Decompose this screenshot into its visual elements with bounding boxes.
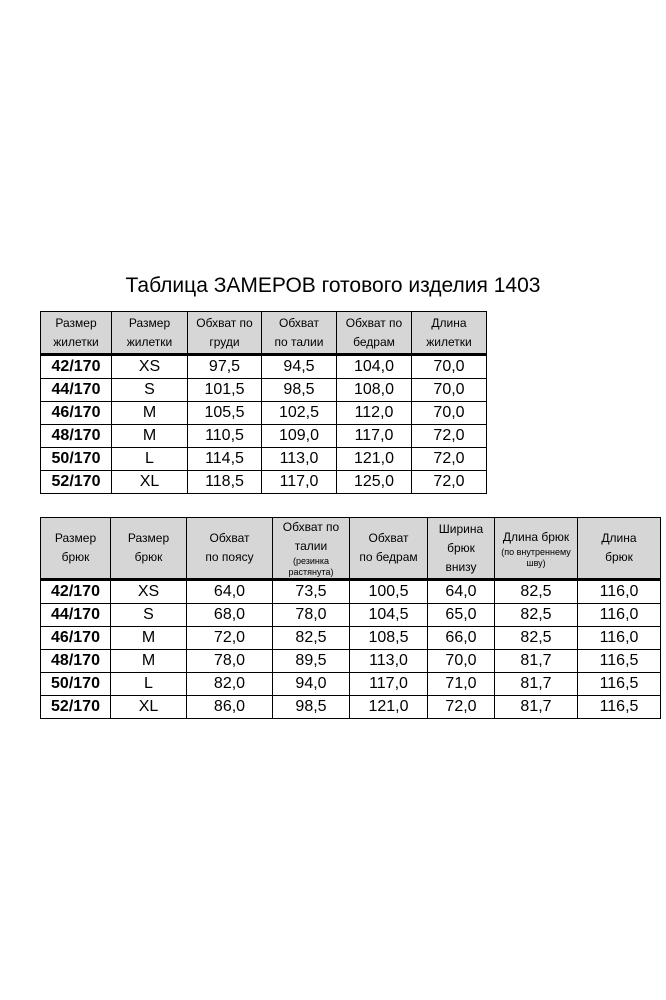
table-cell: 116,5 — [578, 650, 661, 673]
header-cell — [578, 518, 661, 580]
header-cell — [188, 312, 262, 355]
table-cell: 113,0 — [262, 448, 337, 471]
header-line: жилетки — [126, 334, 173, 349]
table-cell: 94,0 — [273, 673, 350, 696]
table-cell: 86,0 — [187, 696, 273, 719]
table-row — [41, 355, 487, 379]
table-row — [41, 627, 661, 650]
header-line: Длина — [601, 531, 637, 545]
table-cell: 72,0 — [412, 448, 487, 471]
header-line: по талии — [274, 334, 324, 349]
table-cell: 81,7 — [495, 650, 578, 673]
header-note: (резинка растянута) — [288, 556, 334, 577]
table-row — [41, 604, 661, 627]
header-cell — [495, 518, 578, 580]
table-cell: 104,0 — [337, 355, 412, 379]
header-note: (по внутреннему шву) — [501, 546, 571, 568]
table-cell: 116,0 — [578, 627, 661, 650]
table-cell: 82,5 — [273, 627, 350, 650]
size-cell: 44/170 — [41, 379, 112, 402]
header-line: талии — [294, 539, 328, 553]
table-cell: 121,0 — [337, 448, 412, 471]
table-cell: 117,0 — [337, 425, 412, 448]
table-cell: M — [111, 627, 187, 650]
header-line: брюк — [134, 550, 163, 564]
header-cell — [273, 518, 350, 580]
table-row — [41, 696, 661, 719]
table-cell: XS — [111, 580, 187, 604]
table-row — [41, 650, 661, 673]
size-cell: 52/170 — [41, 696, 111, 719]
table-cell: 72,0 — [412, 425, 487, 448]
table-cell: 94,5 — [262, 355, 337, 379]
table-cell: 81,7 — [495, 696, 578, 719]
table-cell: S — [111, 604, 187, 627]
header-line: по поясу — [205, 550, 254, 564]
header-cell — [428, 518, 495, 580]
table-cell: 102,5 — [262, 402, 337, 425]
table-cell: 116,0 — [578, 580, 661, 604]
size-cell: 42/170 — [41, 580, 111, 604]
pants-measurements-table — [40, 517, 661, 719]
header-cell — [187, 518, 273, 580]
table-cell: 118,5 — [188, 471, 262, 494]
table-cell: 81,7 — [495, 673, 578, 696]
table-row — [41, 580, 661, 604]
table-cell: 116,0 — [578, 604, 661, 627]
size-cell: 46/170 — [41, 627, 111, 650]
table-cell: 112,0 — [337, 402, 412, 425]
header-cell — [337, 312, 412, 355]
size-cell: 44/170 — [41, 604, 111, 627]
header-line: Обхват — [279, 315, 319, 330]
table-cell: 100,5 — [350, 580, 428, 604]
table-cell: 113,0 — [350, 650, 428, 673]
table-cell: 72,0 — [187, 627, 273, 650]
table-cell: M — [111, 650, 187, 673]
table-cell: 105,5 — [188, 402, 262, 425]
table-cell: 89,5 — [273, 650, 350, 673]
header-line: Обхват по — [196, 315, 253, 330]
header-line: жилетки — [53, 334, 99, 349]
table-row — [41, 425, 487, 448]
table-row — [41, 673, 661, 696]
page-title: Таблица ЗАМЕРОВ готового изделия 1403 — [125, 274, 541, 297]
header-cell — [412, 312, 487, 355]
header-line: брюк — [605, 550, 633, 564]
table-cell: 70,0 — [412, 402, 487, 425]
header-line: брюк — [61, 550, 90, 564]
table-cell: S — [112, 379, 188, 402]
table-cell: M — [112, 402, 188, 425]
size-cell: 48/170 — [41, 425, 112, 448]
table-cell: L — [112, 448, 188, 471]
table-cell: 110,5 — [188, 425, 262, 448]
header-line: Размер — [55, 315, 97, 330]
header-cell — [41, 312, 112, 355]
table-cell: 98,5 — [273, 696, 350, 719]
size-cell: 46/170 — [41, 402, 112, 425]
table-cell: 108,0 — [337, 379, 412, 402]
size-cell: 50/170 — [41, 673, 111, 696]
table-cell: L — [111, 673, 187, 696]
header-line: Обхват по — [345, 315, 403, 330]
header-line: Ширина — [438, 521, 484, 536]
table-cell: 66,0 — [428, 627, 495, 650]
table-cell: 117,0 — [262, 471, 337, 494]
table-cell: 98,5 — [262, 379, 337, 402]
table-header-row — [41, 312, 487, 355]
table-cell: 73,5 — [273, 580, 350, 604]
table-cell: 64,0 — [428, 580, 495, 604]
table-cell: 116,5 — [578, 696, 661, 719]
header-line: Размер — [127, 531, 170, 545]
header-line: груди — [209, 334, 240, 349]
size-cell: 50/170 — [41, 448, 112, 471]
header-line: по бедрам — [359, 550, 418, 564]
table-cell: 82,5 — [495, 580, 578, 604]
table-cell: 70,0 — [412, 355, 487, 379]
table-cell: XL — [111, 696, 187, 719]
table-cell: XL — [112, 471, 188, 494]
header-line: жилетки — [426, 334, 472, 349]
table-cell: 71,0 — [428, 673, 495, 696]
header-cell — [112, 312, 188, 355]
table-row — [41, 471, 487, 494]
size-cell: 52/170 — [41, 471, 112, 494]
table-cell: 117,0 — [350, 673, 428, 696]
table-row — [41, 402, 487, 425]
header-line: внизу — [445, 559, 477, 574]
table-cell: 78,0 — [187, 650, 273, 673]
header-line: Размер — [54, 531, 97, 545]
table-cell: 70,0 — [428, 650, 495, 673]
table-cell: XS — [112, 355, 188, 379]
table-cell: 78,0 — [273, 604, 350, 627]
table-row — [41, 379, 487, 402]
header-line: бедрам — [353, 334, 395, 349]
header-line: Обхват — [368, 531, 409, 545]
table-cell: M — [112, 425, 188, 448]
size-cell: 42/170 — [41, 355, 112, 379]
header-line: Длина — [431, 315, 467, 330]
header-line: брюк — [447, 540, 475, 555]
header-line: Длина брюк — [502, 529, 570, 544]
size-cell: 48/170 — [41, 650, 111, 673]
table-cell: 68,0 — [187, 604, 273, 627]
header-cell — [111, 518, 187, 580]
table-row — [41, 448, 487, 471]
table-cell: 64,0 — [187, 580, 273, 604]
table-cell: 104,5 — [350, 604, 428, 627]
table-cell: 121,0 — [350, 696, 428, 719]
table-cell: 108,5 — [350, 627, 428, 650]
vest-measurements-table — [40, 311, 487, 494]
header-cell — [350, 518, 428, 580]
header-cell — [41, 518, 111, 580]
table-cell: 101,5 — [188, 379, 262, 402]
table-cell: 114,5 — [188, 448, 262, 471]
table-cell: 72,0 — [428, 696, 495, 719]
header-line: Обхват по — [282, 520, 340, 534]
table-cell: 82,5 — [495, 604, 578, 627]
table-cell: 65,0 — [428, 604, 495, 627]
header-line: Размер — [128, 315, 171, 330]
table-cell: 72,0 — [412, 471, 487, 494]
table-cell: 82,5 — [495, 627, 578, 650]
table-cell: 116,5 — [578, 673, 661, 696]
table-cell: 82,0 — [187, 673, 273, 696]
table-cell: 109,0 — [262, 425, 337, 448]
table-cell: 97,5 — [188, 355, 262, 379]
header-cell — [262, 312, 337, 355]
table-cell: 125,0 — [337, 471, 412, 494]
header-line: Обхват — [209, 531, 250, 545]
table-cell: 70,0 — [412, 379, 487, 402]
table-header-row — [41, 518, 661, 580]
